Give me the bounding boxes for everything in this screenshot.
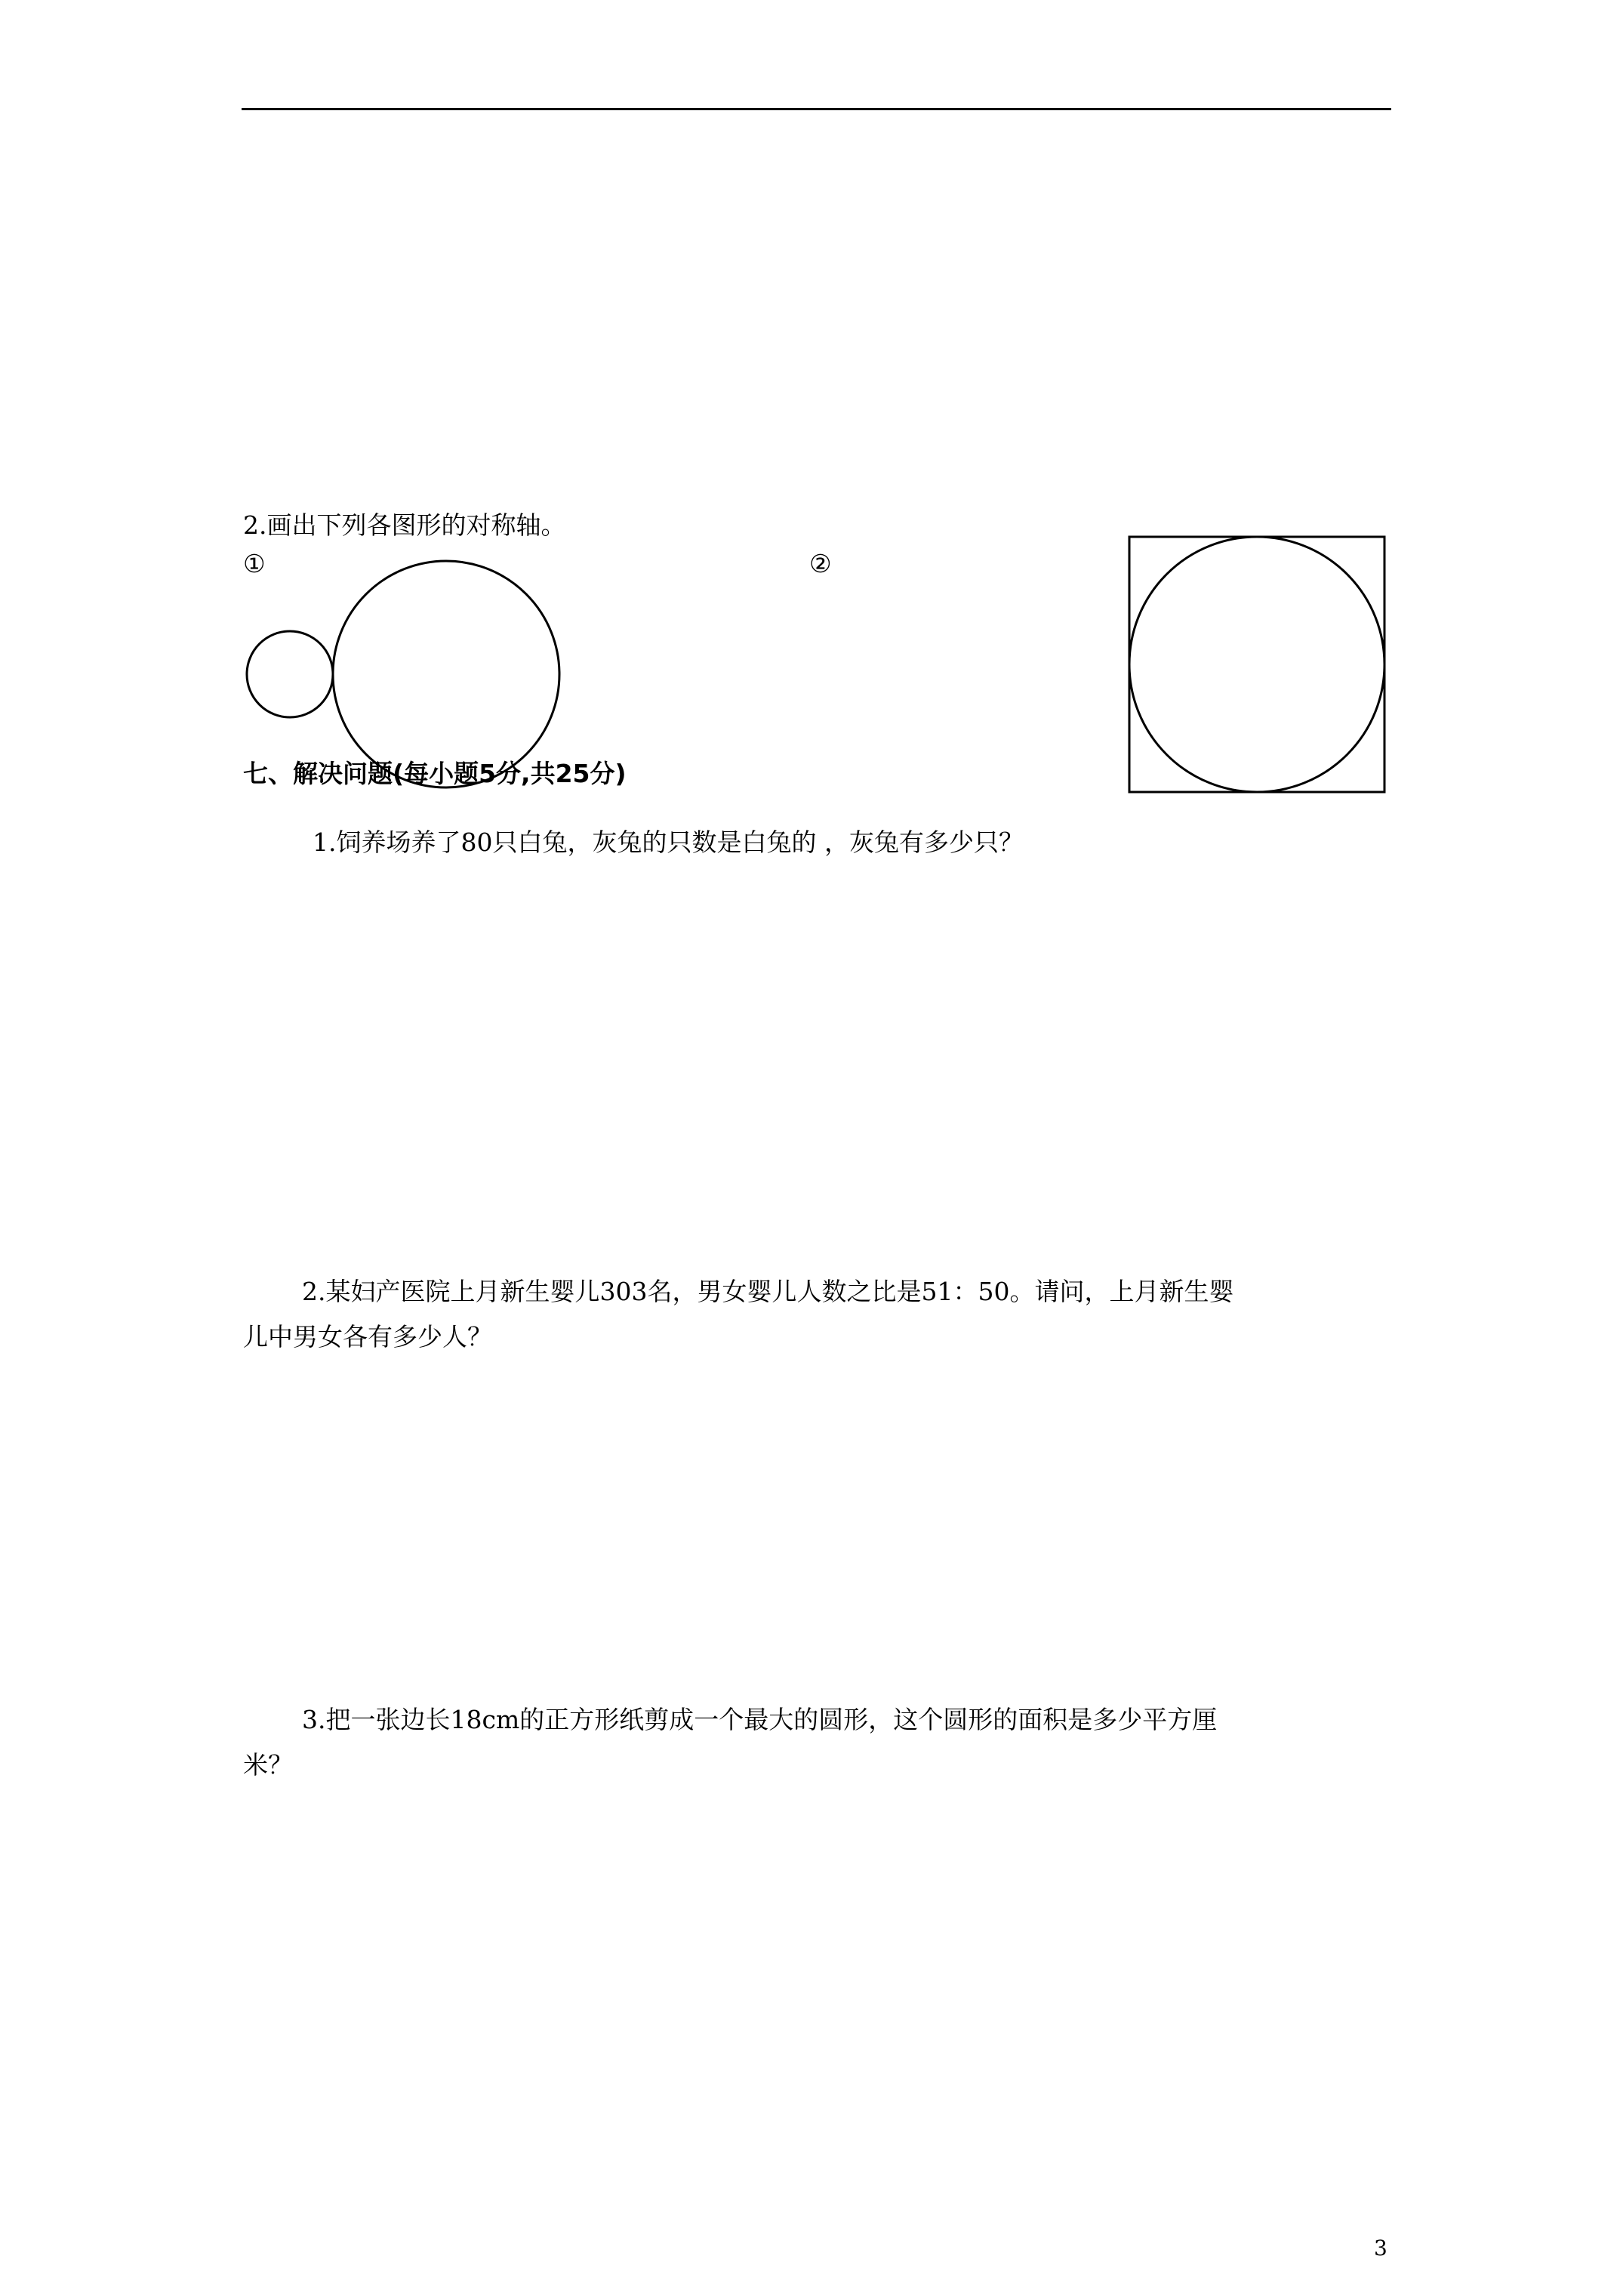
- problem-3-line-1: 3.把一张边长18cm的正方形纸剪成一个最大的圆形，这个圆形的面积是多少平方厘: [302, 1705, 1218, 1734]
- problem-2-line-1: 2.某妇产医院上月新生婴儿303名，男女婴儿人数之比是51：50。请问，上月新生婴: [302, 1277, 1234, 1306]
- problem-3-line-2: 米？: [243, 1750, 293, 1780]
- problem-2-line-2: 儿中男女各有多少人？: [243, 1322, 492, 1351]
- figure-1-label: ①: [243, 549, 266, 578]
- section-seven-heading: 七、解决问题(每小题5分,共25分): [243, 759, 627, 788]
- figure-2-circle-in-square: [1125, 532, 1397, 804]
- square: [1129, 537, 1384, 792]
- page-number: 3: [1374, 2236, 1387, 2261]
- inscribed-circle: [1129, 537, 1384, 792]
- small-circle: [247, 631, 333, 717]
- question-2-title: 2.画出下列各图形的对称轴。: [243, 510, 566, 540]
- problem-1: 1.饲养场养了80只白兔，灰兔的只数是白兔的 ，灰兔有多少只？: [313, 827, 1024, 857]
- header-rule: [242, 108, 1391, 110]
- figure-2-label: ②: [809, 549, 832, 578]
